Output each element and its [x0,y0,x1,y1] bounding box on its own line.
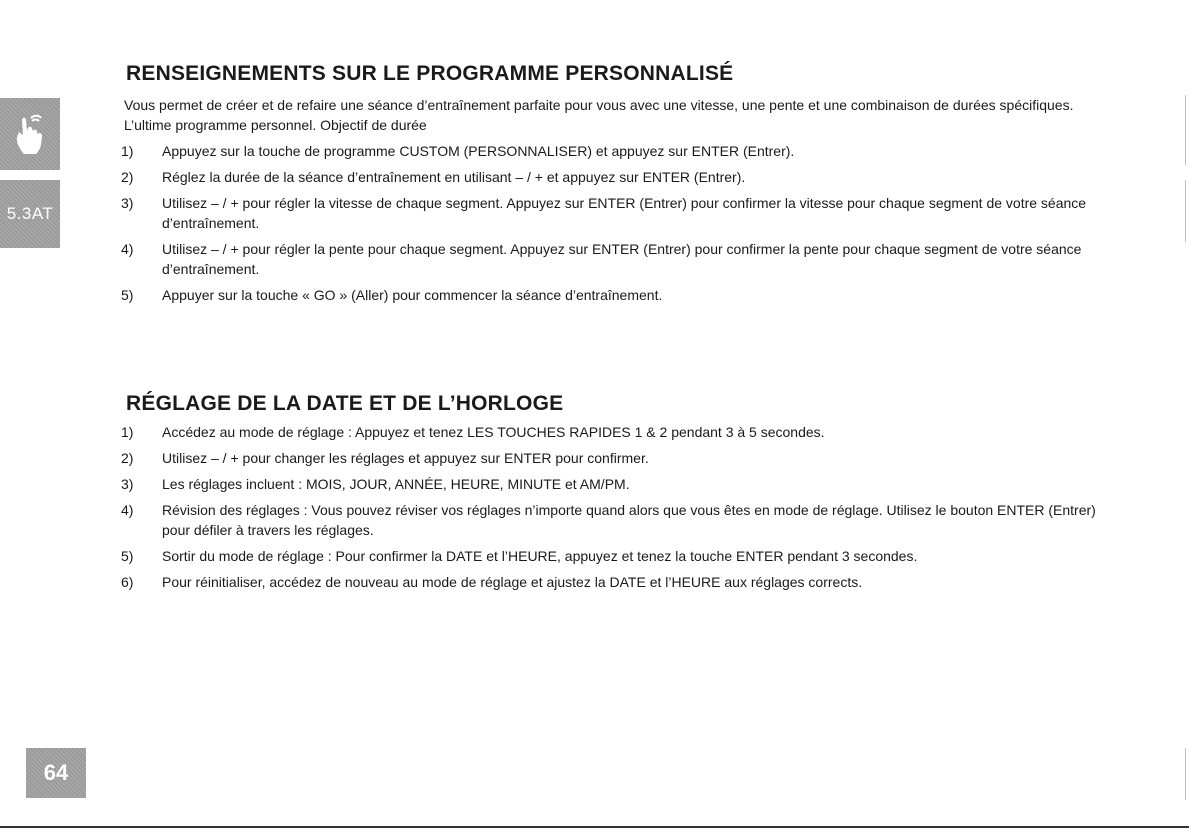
step-number: 5) [121,287,134,303]
step-text: Les réglages incluent : MOIS, JOUR, ANNÉE, HEURE, MINUTE et AM/PM. [162,476,630,492]
custom-program-steps [121,141,1116,305]
custom-program-heading: RENSEIGNEMENTS SUR LE PROGRAMME PERSONNALISÉ [126,62,734,85]
list-item [121,239,1116,279]
page-content [121,62,1116,598]
step-number: 2) [121,169,134,185]
step-text: Appuyez sur la touche de programme CUSTOM (PERSONNALISER) et appuyez sur ENTER (Entrer). [162,143,795,159]
bottom-rule [0,826,1189,828]
step-number: 2) [121,450,134,466]
step-number: 1) [121,424,134,440]
step-text: Utilisez – / + pour régler la pente pour chaque segment. Appuyez sur ENTER (Entrer) pour confirmer la pente pour chaque segment de votre séance d’entraînement. [162,241,1082,277]
hand-pointer-icon [10,110,50,158]
step-text: Pour réinitialiser, accédez de nouveau au mode de réglage et ajustez la DATE et l’HEURE aux réglages corrects. [162,574,863,590]
model-label: 5.3AT [6,204,54,223]
list-item [121,167,1116,187]
list-item [121,546,1116,566]
right-edge-rule [1185,180,1186,242]
step-number: 3) [121,476,134,492]
hand-pointer-tab [0,98,60,170]
step-number: 4) [121,502,134,518]
custom-program-section [121,62,1116,305]
date-clock-section [121,392,1116,592]
right-edge-rule [1185,748,1186,800]
list-item [121,422,1116,442]
step-number: 4) [121,241,134,257]
step-text: Utilisez – / + pour régler la vitesse de chaque segment. Appuyez sur ENTER (Entrer) pour confirmer la vitesse pour chaque segment de votre séance d’entraînement. [162,195,1087,231]
list-item [121,448,1116,468]
list-item [121,500,1116,540]
page-number-tab [26,748,86,798]
date-clock-steps [121,422,1116,592]
model-tab [0,180,60,248]
step-text: Appuyer sur la touche « GO » (Aller) pour commencer la séance d’entraînement. [162,287,663,303]
step-number: 5) [121,548,134,564]
step-text: Réglez la durée de la séance d’entraînement en utilisant – / + et appuyez sur ENTER (Entrer). [162,169,746,185]
step-number: 6) [121,574,134,590]
step-text: Sortir du mode de réglage : Pour confirmer la DATE et l’HEURE, appuyez et tenez la touche ENTER pendant 3 secondes. [162,548,918,564]
step-text: Révision des réglages : Vous pouvez réviser vos réglages n’importe quand alors que vous êtes en mode de réglage. Utilisez le bouton ENTER (Entrer) pour défiler à travers les réglages. [162,502,1096,538]
list-item [121,141,1116,161]
right-edge-rule [1185,95,1186,165]
list-item [121,285,1116,305]
list-item [121,474,1116,494]
step-text: Accédez au mode de réglage : Appuyez et tenez LES TOUCHES RAPIDES 1 & 2 pendant 3 à 5 secondes. [162,424,825,440]
custom-program-intro: Vous permet de créer et de refaire une séance d’entraînement parfaite pour vous avec une vitesse, une pente et une combinaison de durées spécifiques. L’ultime programme personnel. Objectif de durée [124,97,1074,133]
date-clock-heading: RÉGLAGE DE LA DATE ET DE L’HORLOGE [126,392,564,415]
step-number: 3) [121,195,134,211]
list-item [121,572,1116,592]
page-number: 64 [43,760,69,785]
list-item [121,193,1116,233]
step-number: 1) [121,143,134,159]
step-text: Utilisez – / + pour changer les réglages et appuyez sur ENTER pour confirmer. [162,450,649,466]
